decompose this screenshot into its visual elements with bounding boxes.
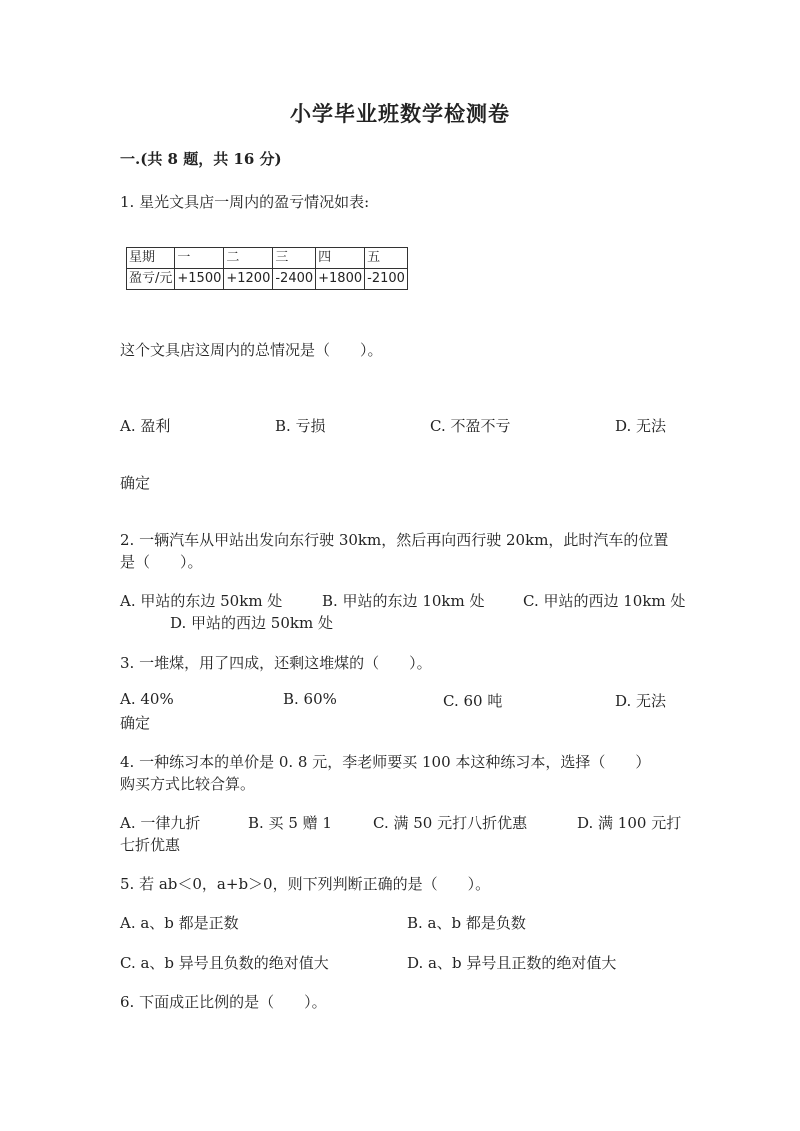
q1-question: 这个文具店这周内的总情况是（ ）。 (120, 341, 383, 359)
q5-option-a: A. a、b 都是正数 (120, 914, 239, 932)
q1-option-d: D. 无法 (615, 417, 667, 435)
page-title: 小学毕业班数学检测卷 (290, 101, 510, 126)
table-cell: 五 (365, 248, 408, 269)
q2-option-a: A. 甲站的东边 50km 处 (120, 592, 283, 610)
q1-option-b: B. 亏损 (275, 417, 326, 435)
table-cell: 二 (224, 248, 273, 269)
table-cell: +1800 (316, 269, 365, 290)
q2-option-b: B. 甲站的东边 10km 处 (322, 592, 485, 610)
profit-table (126, 247, 408, 290)
table-cell: +1500 (175, 269, 224, 290)
q5-option-d: D. a、b 异号且正数的绝对值大 (407, 954, 617, 972)
q5-option-b: B. a、b 都是负数 (407, 914, 526, 932)
q3-option-wrap: 确定 (120, 714, 151, 732)
q2-option-d: D. 甲站的西边 50km 处 (170, 614, 333, 632)
q4-stem-line1: 4. 一种练习本的单价是 0. 8 元，李老师要买 100 本这种练习本，选择（ ） (120, 753, 651, 771)
table-cell: 四 (316, 248, 365, 269)
q2-option-c: C. 甲站的西边 10km 处 (523, 592, 686, 610)
table-cell: 星期 (127, 248, 175, 269)
q4-option-d: D. 满 100 元打 (577, 814, 682, 832)
q5-stem: 5. 若 ab＜0，a+b＞0，则下列判断正确的是（ ）。 (120, 875, 491, 893)
q3-stem: 3. 一堆煤，用了四成，还剩这堆煤的（ ）。 (120, 654, 432, 672)
q1-option-a: A. 盈利 (120, 417, 171, 435)
table-cell: 盈亏/元 (127, 269, 175, 290)
q4-stem-line2: 购买方式比较合算。 (120, 775, 256, 793)
q2-stem-line2: 是（ ）。 (120, 553, 203, 571)
table-cell: 三 (273, 248, 316, 269)
q1-option-c: C. 不盈不亏 (430, 417, 511, 435)
q1-option-wrap: 确定 (120, 474, 151, 492)
q3-option-d: D. 无法 (615, 692, 667, 710)
q4-option-wrap: 七折优惠 (120, 836, 181, 854)
table-row (127, 248, 408, 269)
q3-option-a: A. 40% (120, 690, 174, 708)
table-cell: -2100 (365, 269, 408, 290)
q4-option-a: A. 一律九折 (120, 814, 201, 832)
q5-option-c: C. a、b 异号且负数的绝对值大 (120, 954, 329, 972)
section-heading: 一.(共 8 题，共 16 分) (120, 150, 282, 168)
q4-option-b: B. 买 5 赠 1 (248, 814, 332, 832)
q2-stem-line1: 2. 一辆汽车从甲站出发向东行驶 30km，然后再向西行驶 20km，此时汽车的位置 (120, 531, 669, 549)
table-cell: +1200 (224, 269, 273, 290)
q1-stem: 1. 星光文具店一周内的盈亏情况如表: (120, 193, 370, 211)
q3-option-b: B. 60% (283, 690, 337, 708)
table-cell: -2400 (273, 269, 316, 290)
q4-option-c: C. 满 50 元打八折优惠 (373, 814, 528, 832)
q3-option-c: C. 60 吨 (443, 692, 503, 710)
q6-stem: 6. 下面成正比例的是（ ）。 (120, 993, 327, 1011)
table-cell: 一 (175, 248, 224, 269)
table-row (127, 269, 408, 290)
